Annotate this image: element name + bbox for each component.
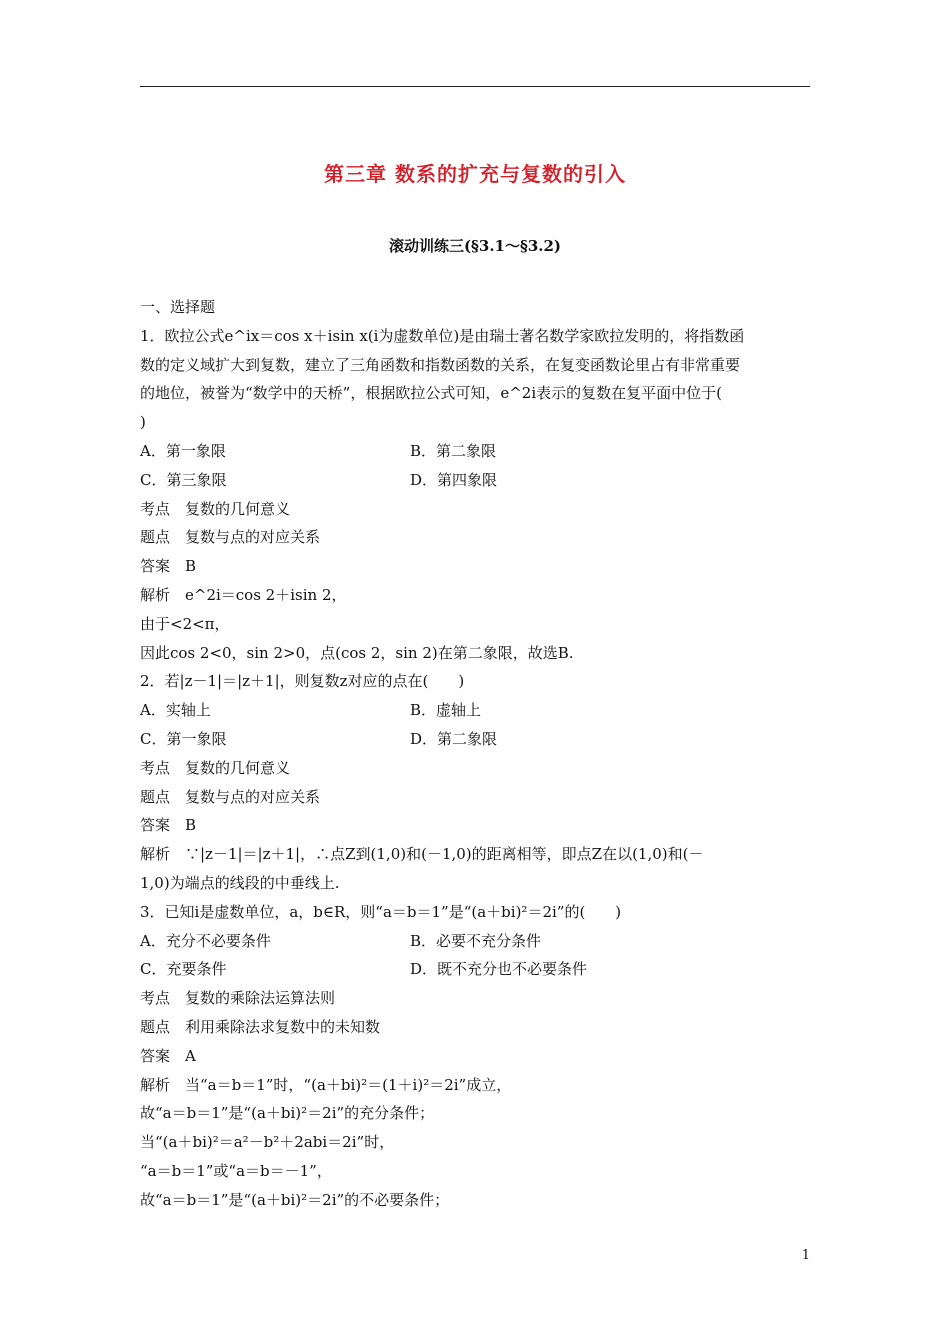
q2-options-row-1 — [140, 696, 812, 725]
q3-kaodian: 考点 复数的乘除法运算法则 — [140, 989, 336, 1008]
q2-option-b: B．虚轴上 — [410, 701, 482, 720]
q2-kaodian: 考点 复数的几何意义 — [140, 758, 291, 777]
section-subtitle: 滚动训练三(§3.1～§3.2) — [388, 237, 562, 255]
q1-tidian: 题点 复数与点的对应关系 — [140, 528, 321, 547]
q2-option-d: D．第二象限 — [410, 729, 498, 748]
q2-analysis-1: 解析 ∵|z－1|＝|z＋1|，∴点Z到(1,0)和(－1,0)的距离相等，即点Z在以(1,0)和(－ — [140, 845, 704, 864]
q1-option-c: C．第三象限 — [140, 470, 227, 489]
q1-analysis-3: 因此cos 2<0，sin 2>0，点(cos 2，sin 2)在第二象限，故选B. — [140, 643, 574, 662]
q1-stem-line-1: 1．欧拉公式e^ix＝cos x＋isin x(i为虚数单位)是由瑞士著名数学家欧拉发明的，将指数函 — [140, 326, 745, 345]
q1-option-d: D．第四象限 — [410, 470, 498, 489]
q1-stem-line-2: 数的定义域扩大到复数，建立了三角函数和指数函数的关系，在复变函数论里占有非常重要 — [140, 355, 741, 374]
q3-stem: 3．已知i是虚数单位，a，b∈R，则“a＝b＝1”是“(a＋bi)²＝2i”的( ) — [140, 902, 622, 921]
q2-option-a: A．实轴上 — [140, 701, 211, 720]
q3-options-row-1 — [140, 927, 812, 956]
section-heading: 一、选择题 — [140, 298, 216, 316]
q3-analysis-3: 当“(a＋bi)²＝a²－b²＋2abi＝2i”时， — [140, 1133, 395, 1152]
q1-kaodian: 考点 复数的几何意义 — [140, 499, 291, 518]
q3-options-row-2 — [140, 955, 812, 984]
q3-analysis-4: “a＝b＝1”或“a＝b＝－1”， — [140, 1161, 332, 1180]
q2-stem: 2．若|z－1|＝|z＋1|，则复数z对应的点在( ) — [140, 672, 465, 691]
q3-option-b: B．必要不充分条件 — [410, 931, 542, 950]
q3-answer: 答案 A — [140, 1046, 196, 1065]
q2-answer: 答案 B — [140, 816, 197, 835]
q3-option-d: D．既不充分也不必要条件 — [410, 960, 588, 979]
q2-options-row-2 — [140, 725, 812, 754]
q1-analysis-1: 解析 e^2i＝cos 2＋isin 2， — [140, 585, 347, 604]
q3-analysis-2: 故“a＝b＝1”是“(a＋bi)²＝2i”的充分条件； — [140, 1104, 435, 1123]
q3-option-a: A．充分不必要条件 — [140, 931, 271, 950]
q3-tidian: 题点 利用乘除法求复数中的未知数 — [140, 1017, 381, 1036]
q1-option-a: A．第一象限 — [140, 441, 226, 460]
q1-stem-line-3: 的地位，被誉为“数学中的天桥”，根据欧拉公式可知，e^2i表示的复数在复平面中位于( — [140, 384, 722, 403]
q1-stem-line-4: ) — [140, 413, 146, 432]
q1-analysis-2: 由于<2<π， — [140, 614, 230, 633]
header-rule — [140, 86, 810, 87]
document-body — [140, 293, 812, 1215]
page-number: 1 — [801, 1248, 810, 1263]
q1-answer: 答案 B — [140, 557, 197, 576]
q3-option-c: C．充要条件 — [140, 960, 227, 979]
q1-option-b: B．第二象限 — [410, 441, 497, 460]
q1-options-row-2 — [140, 466, 812, 495]
q2-analysis-2: 1,0)为端点的线段的中垂线上. — [140, 873, 340, 892]
q2-option-c: C．第一象限 — [140, 729, 227, 748]
q3-analysis-5: 故“a＝b＝1”是“(a＋bi)²＝2i”的不必要条件； — [140, 1190, 450, 1209]
q3-analysis-1: 解析 当“a＝b＝1”时，“(a＋bi)²＝(1＋i)²＝2i”成立， — [140, 1075, 512, 1094]
q2-tidian: 题点 复数与点的对应关系 — [140, 787, 321, 806]
q1-options-row-1 — [140, 437, 812, 466]
chapter-title: 第三章 数系的扩充与复数的引入 — [324, 162, 626, 186]
